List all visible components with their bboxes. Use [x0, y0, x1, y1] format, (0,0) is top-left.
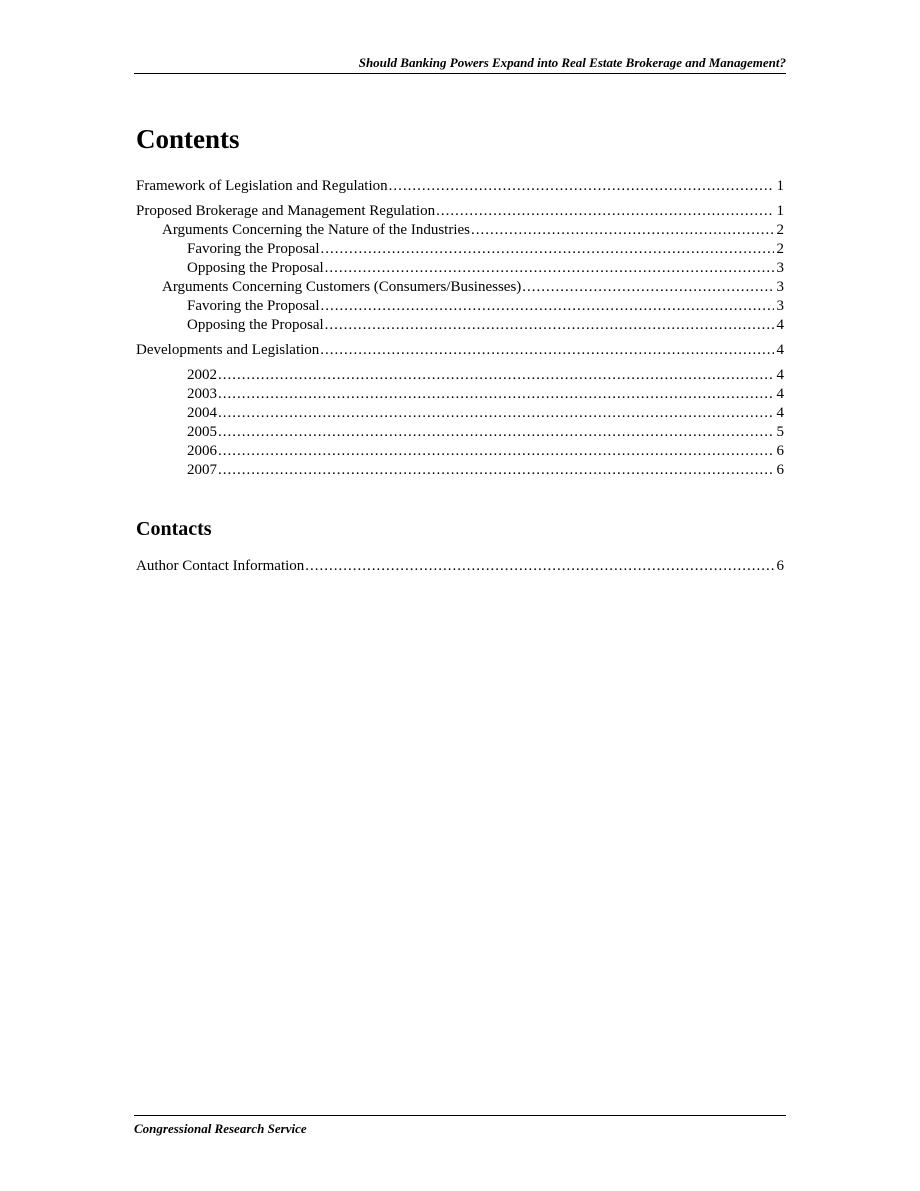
toc-leader-dots — [325, 316, 774, 335]
toc-leader-dots — [305, 557, 773, 576]
toc-entry-label: Favoring the Proposal — [187, 241, 320, 257]
toc-entry[interactable] — [136, 341, 784, 360]
toc-entry-label: 2005 — [187, 424, 217, 440]
toc-leader-dots — [321, 297, 774, 316]
toc-page-number: 4 — [776, 367, 784, 383]
toc-page-number: 3 — [776, 260, 784, 276]
toc-entry[interactable] — [136, 385, 784, 404]
toc-page-number: 4 — [776, 317, 784, 333]
contacts-heading: Contacts — [136, 518, 212, 540]
toc-entry-label: 2006 — [187, 443, 217, 459]
toc-entry[interactable] — [136, 442, 784, 461]
toc-entry-label: 2007 — [187, 462, 217, 478]
toc-entry[interactable] — [136, 404, 784, 423]
toc-entry[interactable] — [136, 202, 784, 221]
toc-entry-label: Arguments Concerning the Nature of the Industries — [162, 222, 470, 238]
toc-page-number: 4 — [776, 342, 784, 358]
toc-page-number: 2 — [776, 241, 784, 257]
toc-leader-dots — [218, 461, 774, 480]
toc-leader-dots — [218, 366, 774, 385]
toc-leader-dots — [471, 221, 774, 240]
toc-entry[interactable] — [136, 278, 784, 297]
toc-entry[interactable] — [136, 366, 784, 385]
toc-entry-label: Favoring the Proposal — [187, 298, 320, 314]
toc-entry-label: 2003 — [187, 386, 217, 402]
toc-entry-label: Proposed Brokerage and Management Regulation — [136, 203, 436, 219]
toc-leader-dots — [325, 259, 774, 278]
toc-entry[interactable] — [136, 316, 784, 335]
toc-entry[interactable] — [136, 259, 784, 278]
toc-page-number: 1 — [776, 178, 784, 194]
toc-entry-label: Framework of Legislation and Regulation — [136, 178, 388, 194]
toc-leader-dots — [389, 177, 774, 196]
toc-entry[interactable] — [136, 557, 784, 576]
toc-entry[interactable] — [136, 461, 784, 480]
contacts-list — [136, 557, 784, 576]
toc-entry[interactable] — [136, 177, 784, 196]
toc-entry-label: Opposing the Proposal — [187, 317, 324, 333]
toc-page-number: 1 — [776, 203, 784, 219]
toc-entry[interactable] — [136, 240, 784, 259]
toc-entry[interactable] — [136, 221, 784, 240]
toc-page-number: 5 — [776, 424, 784, 440]
toc-page-number: 3 — [776, 298, 784, 314]
toc-page-number: 3 — [776, 279, 784, 295]
toc-entry-label: Opposing the Proposal — [187, 260, 324, 276]
toc-entry[interactable] — [136, 297, 784, 316]
toc-entry-label: 2002 — [187, 367, 217, 383]
toc-page-number: 6 — [776, 462, 784, 478]
toc-entry-label: 2004 — [187, 405, 217, 421]
toc-leader-dots — [436, 202, 773, 221]
toc-entry[interactable] — [136, 423, 784, 442]
toc-entry-label: Arguments Concerning Customers (Consumers/Businesses) — [162, 279, 522, 295]
toc-leader-dots — [218, 423, 774, 442]
running-footer: Congressional Research Service — [134, 1115, 786, 1137]
toc-page-number: 6 — [776, 558, 784, 574]
toc-leader-dots — [218, 404, 774, 423]
toc-entry-label: Developments and Legislation — [136, 342, 320, 358]
toc-page-number: 4 — [776, 386, 784, 402]
toc-page-number: 6 — [776, 443, 784, 459]
contents-heading: Contents — [136, 124, 240, 154]
toc-page-number: 2 — [776, 222, 784, 238]
toc-page-number: 4 — [776, 405, 784, 421]
toc-leader-dots — [522, 278, 773, 297]
running-header: Should Banking Powers Expand into Real Estate Brokerage and Management? — [134, 55, 786, 74]
toc-leader-dots — [218, 442, 774, 461]
toc-leader-dots — [320, 341, 773, 360]
contents-list — [136, 177, 784, 480]
toc-leader-dots — [321, 240, 774, 259]
toc-leader-dots — [218, 385, 774, 404]
toc-entry-label: Author Contact Information — [136, 558, 305, 574]
